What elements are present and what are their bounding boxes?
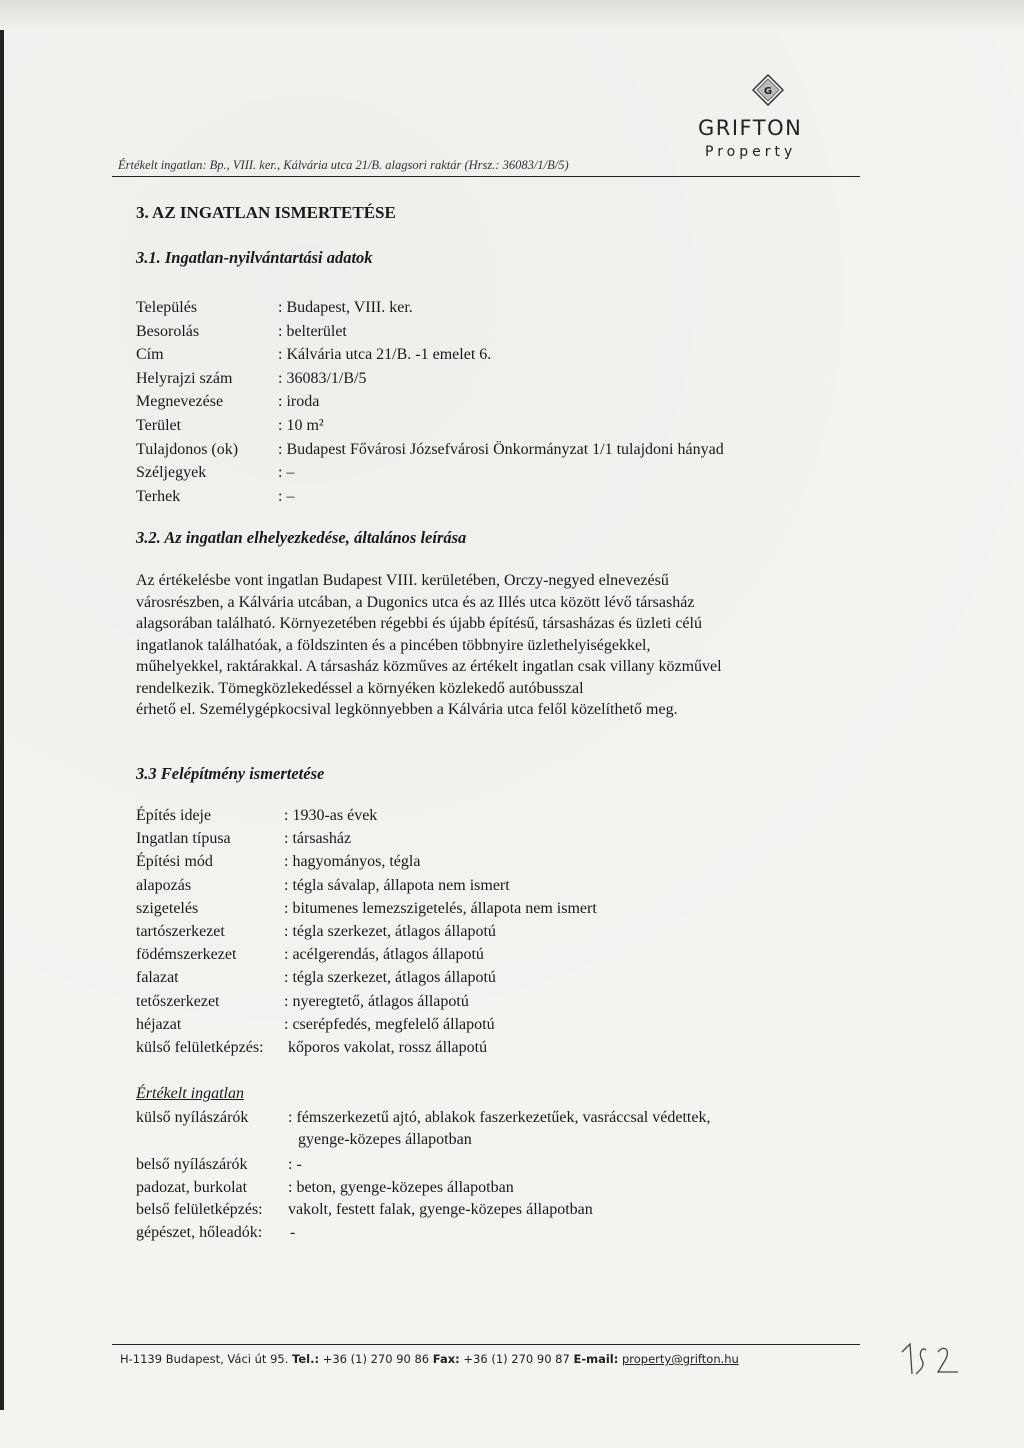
valued-value: : fémszerkezetű ajtó, ablakok faszerkezetűek, vasráccsal védettek, bbox=[288, 1109, 711, 1126]
building-key: szigetelés bbox=[136, 899, 199, 917]
building-value: : hagyományos, tégla bbox=[284, 853, 421, 871]
building-row bbox=[136, 1015, 876, 1035]
valued-value: gyenge-közepes állapotban bbox=[298, 1131, 472, 1148]
description-line: műhelyekkel, raktárakkal. A társasház közműves az értékelt ingatlan csak villany közművel bbox=[136, 658, 722, 675]
building-row bbox=[136, 876, 876, 896]
valued-value: - bbox=[290, 1224, 296, 1241]
logo-name: GRIFTON bbox=[698, 116, 803, 140]
building-value: : nyeregtető, átlagos állapotú bbox=[284, 992, 469, 1010]
valued-row bbox=[136, 1223, 876, 1243]
building-row bbox=[136, 899, 876, 919]
footer-tel: +36 (1) 270 90 86 bbox=[322, 1352, 430, 1366]
subsection-title-3-1: 3.1. Ingatlan-nyilvántartási adatok bbox=[136, 248, 373, 267]
registry-value: : – bbox=[278, 487, 295, 505]
building-value: : cserépfedés, megfelelő állapotú bbox=[284, 1015, 495, 1033]
registry-row bbox=[136, 298, 876, 318]
valued-key: belső felületképzés: bbox=[136, 1201, 263, 1218]
registry-key: Széljegyek bbox=[136, 464, 207, 482]
valued-row bbox=[136, 1155, 876, 1175]
header-divider bbox=[112, 176, 860, 177]
footer-email-link[interactable]: property@grifton.hu bbox=[621, 1352, 739, 1366]
building-key: födémszerkezet bbox=[136, 946, 237, 964]
description-line: Az értékelésbe vont ingatlan Budapest VIII. kerületében, Orczy-negyed elnevezésű bbox=[136, 572, 669, 589]
valued-row bbox=[136, 1200, 876, 1220]
building-key: Építési mód bbox=[136, 853, 213, 871]
registry-row bbox=[136, 392, 876, 412]
registry-key: Megnevezése bbox=[136, 393, 224, 411]
building-value: : bitumenes lemezszigetelés, állapota nem ismert bbox=[284, 899, 597, 917]
valued-key: külső nyílászárók bbox=[136, 1109, 249, 1126]
subsection-title-3-2: 3.2. Az ingatlan elhelyezkedése, általános leírása bbox=[136, 528, 467, 547]
valued-key: belső nyílászárók bbox=[136, 1156, 248, 1173]
building-row bbox=[136, 992, 876, 1012]
building-key: tetőszerkezet bbox=[136, 992, 220, 1010]
building-value: : acélgerendás, átlagos állapotú bbox=[284, 946, 484, 964]
subsection-title-3-3: 3.3 Felépítmény ismertetése bbox=[136, 764, 325, 783]
registry-key: Terhek bbox=[136, 487, 181, 505]
registry-value: : 10 m² bbox=[278, 417, 324, 434]
registry-row bbox=[136, 463, 876, 483]
building-value: : 1930-as évek bbox=[284, 807, 378, 824]
building-row bbox=[136, 829, 876, 849]
registry-key: Helyrajzi szám bbox=[136, 369, 233, 387]
svg-text:G: G bbox=[763, 86, 773, 97]
registry-row bbox=[136, 322, 876, 342]
building-key: héjazat bbox=[136, 1015, 182, 1033]
footer-address: H-1139 Budapest, Váci út 95. bbox=[120, 1352, 289, 1366]
footer-contact bbox=[120, 1352, 739, 1366]
registry-value: : – bbox=[278, 464, 295, 482]
footer-tel-label: Tel.: bbox=[292, 1352, 320, 1366]
registry-key: Település bbox=[136, 299, 198, 316]
scan-top-shadow bbox=[0, 0, 1024, 32]
building-row bbox=[136, 968, 876, 988]
subsection-title-valued-property: Értékelt ingatlan bbox=[136, 1085, 244, 1102]
building-value: kőporos vakolat, rossz állapotú bbox=[288, 1039, 488, 1056]
description-line: ingatlanok találhatóak, a földszinten és a pincében többnyire üzlethelyiségekkel, bbox=[136, 636, 651, 654]
footer-fax-label: Fax: bbox=[432, 1352, 460, 1366]
handwritten-page-number bbox=[888, 1330, 968, 1380]
valued-key: padozat, burkolat bbox=[136, 1179, 248, 1196]
registry-value: : Budapest, VIII. ker. bbox=[278, 299, 413, 316]
valued-value: : - bbox=[288, 1156, 302, 1173]
registry-value: : iroda bbox=[278, 393, 320, 411]
building-value: : tégla sávalap, állapota nem ismert bbox=[284, 876, 510, 894]
registry-key: Tulajdonos (ok) bbox=[136, 440, 239, 458]
valued-row bbox=[136, 1130, 876, 1150]
valued-row bbox=[136, 1108, 876, 1128]
registry-key: Terület bbox=[136, 417, 182, 434]
building-row bbox=[136, 806, 876, 826]
building-key: Építés ideje bbox=[136, 807, 212, 824]
registry-row bbox=[136, 487, 876, 507]
description-line: érhető el. Személygépkocsival legkönnyebben a Kálvária utca felől közelíthető meg. bbox=[136, 701, 678, 718]
valued-key: gépészet, hőleadók: bbox=[136, 1224, 263, 1241]
registry-row bbox=[136, 416, 876, 436]
registry-row bbox=[136, 440, 876, 460]
building-key: falazat bbox=[136, 969, 179, 987]
registry-value: : Budapest Fővárosi Józsefvárosi Önkormányzat 1/1 tulajdoni hányad bbox=[278, 440, 724, 458]
footer-email-label: E-mail: bbox=[573, 1352, 619, 1366]
building-value: : tégla szerkezet, átlagos állapotú bbox=[284, 923, 496, 940]
section-title: 3. AZ INGATLAN ISMERTETÉSE bbox=[136, 203, 396, 222]
building-key: alapozás bbox=[136, 876, 192, 894]
registry-key: Cím bbox=[136, 346, 164, 364]
building-row bbox=[136, 945, 876, 965]
building-key: Ingatlan típusa bbox=[136, 830, 231, 848]
valued-value: vakolt, festett falak, gyenge-közepes állapotban bbox=[288, 1201, 593, 1218]
building-row bbox=[136, 1038, 876, 1058]
registry-row bbox=[136, 345, 876, 365]
registry-value: : 36083/1/B/5 bbox=[278, 369, 367, 387]
building-key: tartószerkezet bbox=[136, 923, 225, 940]
description-line: városrészben, a Kálvária utcában, a Dugonics utca és az Illés utca között lévő társasház bbox=[136, 593, 695, 611]
footer-fax: +36 (1) 270 90 87 bbox=[463, 1352, 570, 1366]
valued-row bbox=[136, 1178, 876, 1198]
description-line: rendelkezik. Tömegközlekedéssel a környéken közlekedő autóbusszal bbox=[136, 679, 584, 697]
registry-key: Besorolás bbox=[136, 322, 200, 340]
property-reference: Értékelt ingatlan: Bp., VIII. ker., Kálvária utca 21/B. alagsori raktár (Hrsz.: 36083/1/B/5) bbox=[118, 158, 569, 172]
building-value: : tégla szerkezet, átlagos állapotú bbox=[284, 969, 496, 987]
location-description bbox=[136, 570, 866, 721]
gp-diamond-logo-icon bbox=[752, 74, 784, 106]
registry-row bbox=[136, 369, 876, 389]
registry-value: : belterület bbox=[278, 322, 347, 340]
building-key: külső felületképzés: bbox=[136, 1039, 264, 1056]
scan-left-edge bbox=[0, 30, 4, 1410]
footer-divider bbox=[112, 1344, 860, 1345]
logo-subtitle: Property bbox=[705, 144, 797, 160]
description-line: alagsorában található. Környezetében régebbi és újabb építésű, társasházas és üzleti célú bbox=[136, 615, 702, 632]
registry-value: : Kálvária utca 21/B. -1 emelet 6. bbox=[278, 346, 492, 364]
valued-value: : beton, gyenge-közepes állapotban bbox=[288, 1179, 514, 1196]
building-row bbox=[136, 922, 876, 942]
building-row bbox=[136, 852, 876, 872]
building-value: : társasház bbox=[284, 830, 352, 848]
